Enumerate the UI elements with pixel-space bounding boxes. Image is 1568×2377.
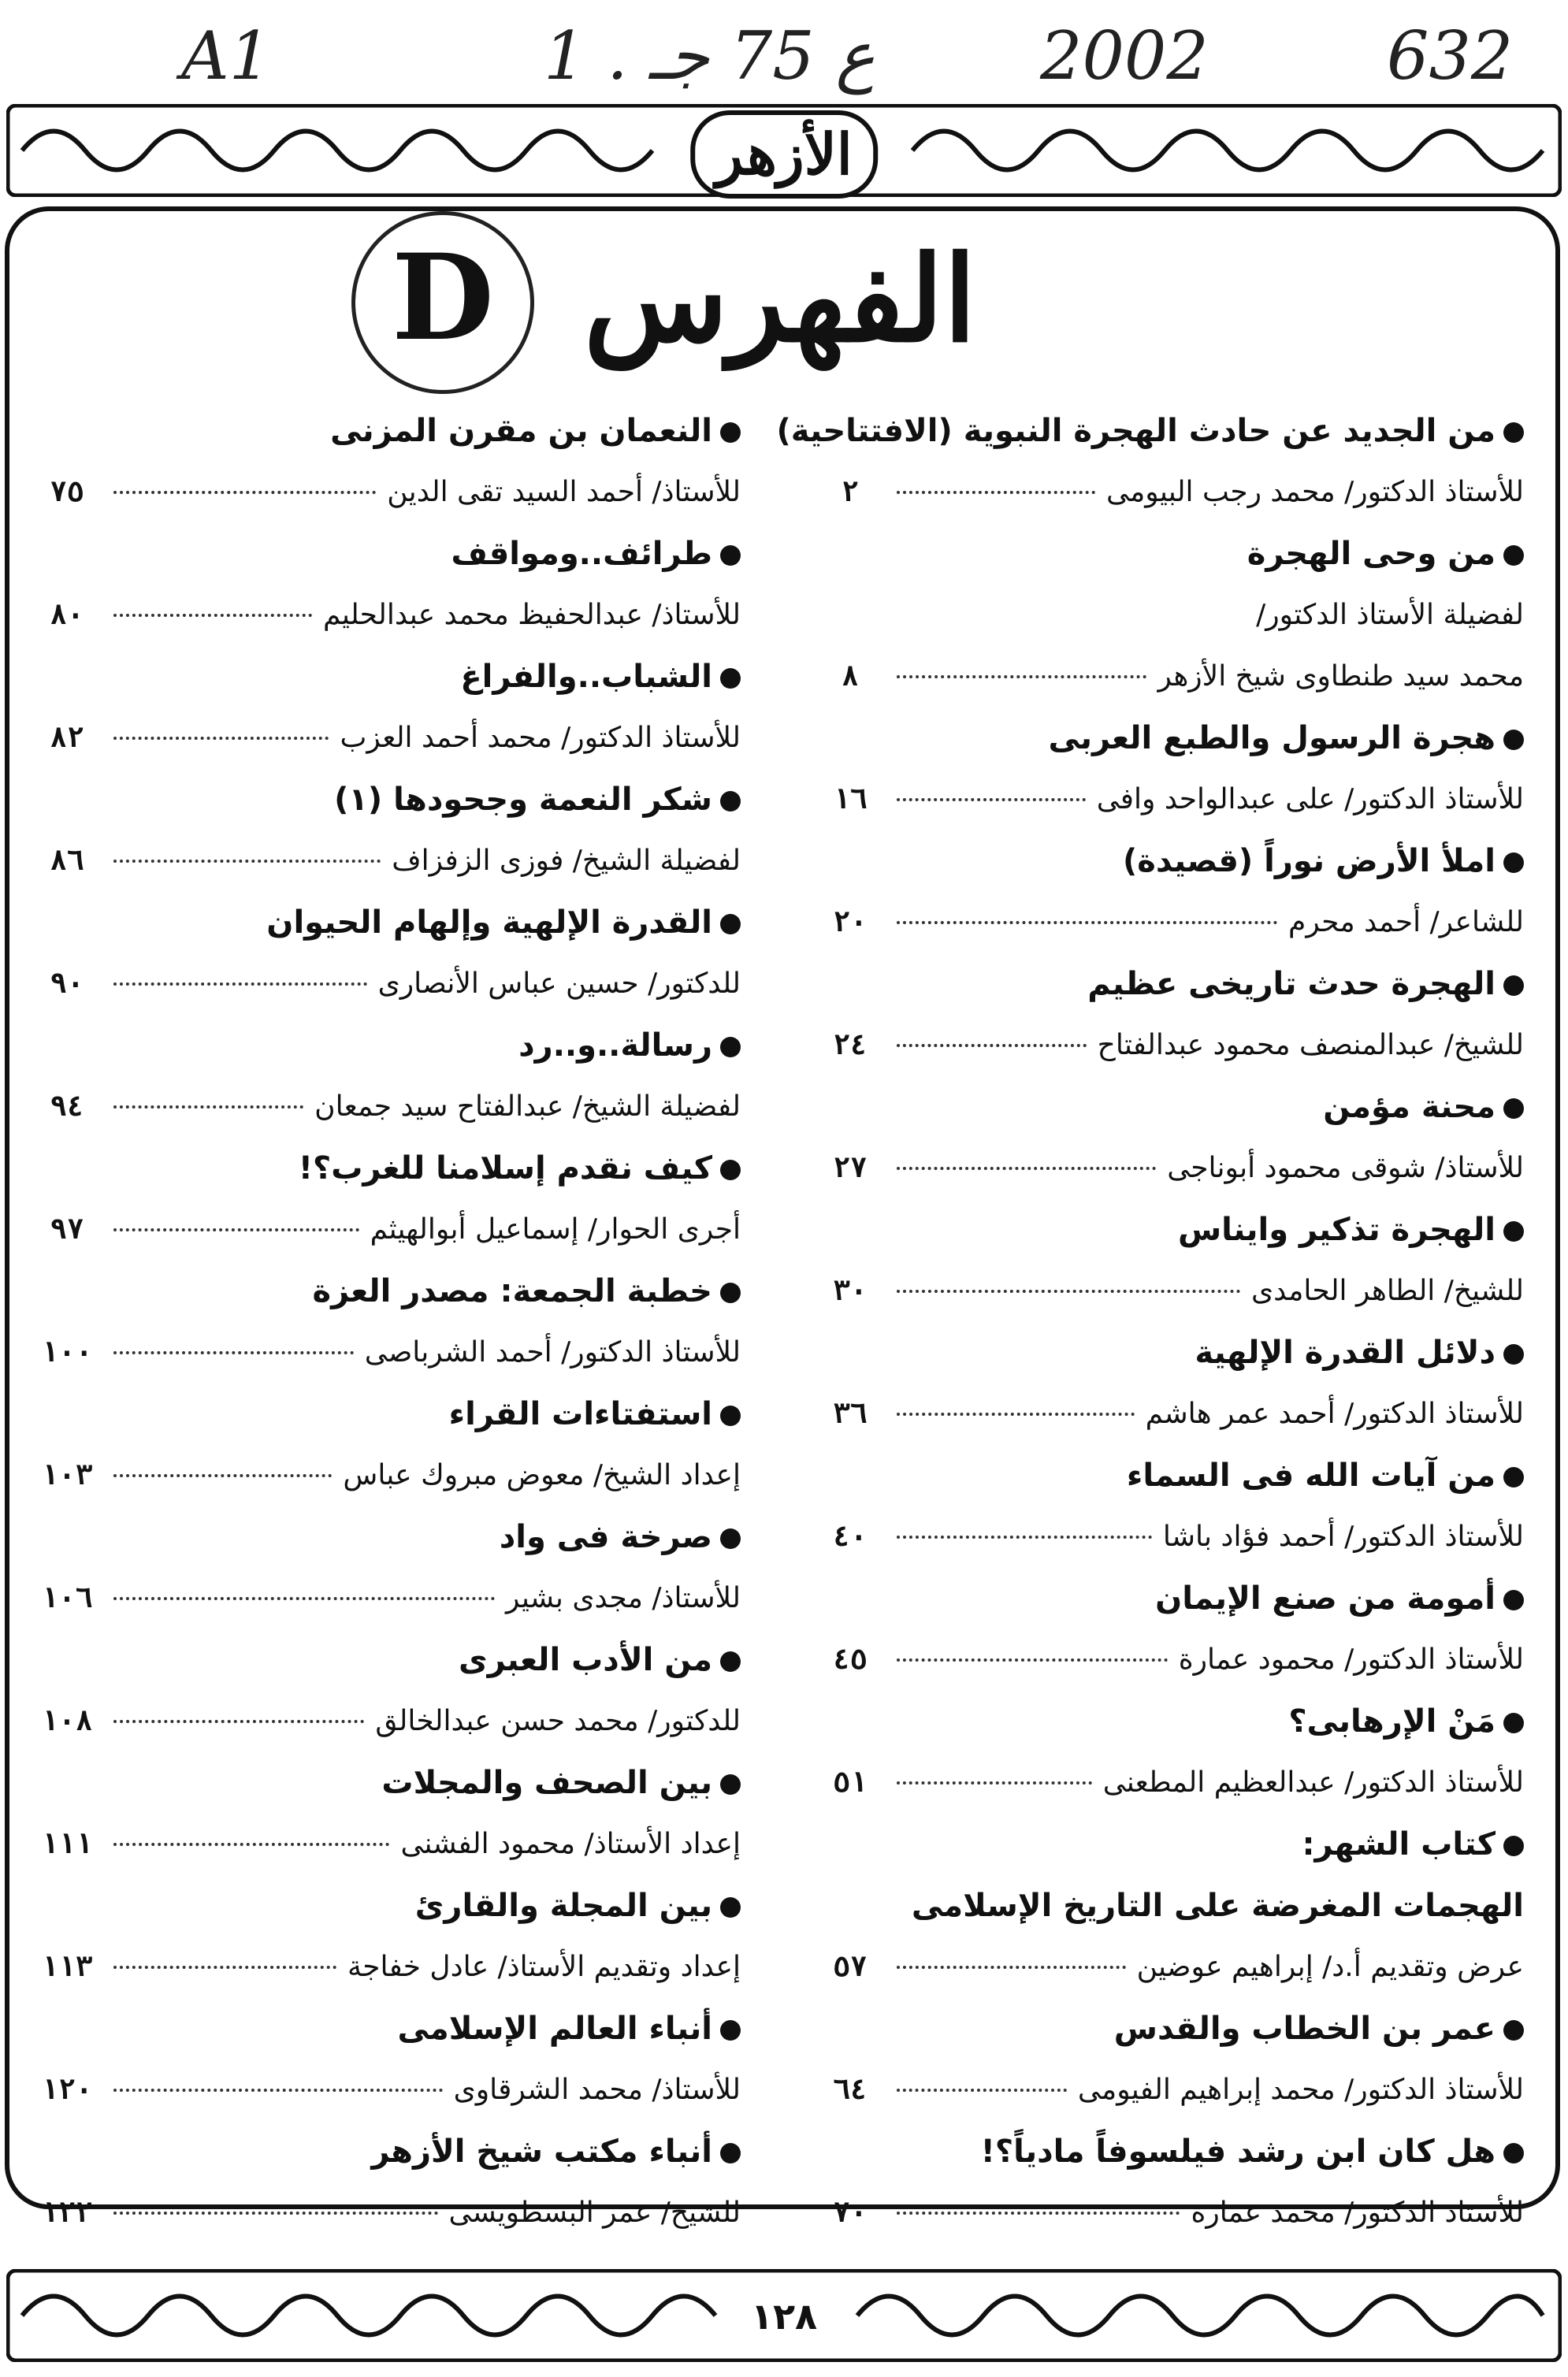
toc-entry-author-line (815, 1506, 1524, 1568)
toc-entry-page: ٣٠ (833, 1275, 868, 1307)
toc-entry-author: إعداد الشيخ/ معوض مبروك عباس (343, 1459, 741, 1491)
toc-entry-title (32, 2121, 741, 2182)
leader-dots (897, 1536, 1152, 1539)
toc-entry-author: للأستاذ الدكتور/ محمد عمارة (1191, 2197, 1524, 2229)
toc-right-column (776, 400, 1524, 2244)
bullet-icon (720, 791, 741, 812)
toc-entry-author: للشيخ/ عبدالمنصف محمود عبدالفتاح (1097, 1029, 1524, 1061)
toc-entry-page: ٩٤ (50, 1090, 84, 1123)
bullet-icon (1503, 1344, 1524, 1365)
toc-entry-author-line (32, 2182, 741, 2244)
toc-entry-title-text: مَنْ الإرهابى؟ (1288, 1703, 1496, 1740)
toc-entry-author-line (32, 953, 741, 1015)
toc-entry-title-text: دلائل القدرة الإلهية (1195, 1335, 1496, 1371)
toc-entry-author: للشيخ/ الطاهر الحامدى (1251, 1275, 1524, 1307)
toc-entry-page: ١٠٨ (41, 1705, 93, 1737)
handwritten-ref-1: A1 (181, 17, 272, 95)
toc-entry-author: للدكتور/ حسين عباس الأنصارى (377, 968, 741, 1000)
bullet-icon (720, 1037, 741, 1057)
toc-entry-title (815, 708, 1524, 769)
toc-entry-title (815, 1568, 1524, 1629)
bullet-icon (1503, 1221, 1524, 1242)
handwritten-notes (0, 17, 1568, 104)
toc-entry-title (32, 1015, 741, 1076)
toc-entry-title-text: خطبة الجمعة: مصدر العزة (312, 1273, 712, 1309)
toc-entry-author-line (32, 1691, 741, 1752)
toc-entry-title-text: استفتاءات القراء (448, 1396, 712, 1432)
toc-entry-title-text: الهجرة حدث تاريخى عظيم (1087, 966, 1496, 1002)
toc-entry-author: للأستاذ الدكتور/ أحمد فؤاد باشا (1162, 1521, 1524, 1553)
leader-dots (113, 1351, 354, 1354)
toc-entry-page: ١١٣ (41, 1951, 93, 1983)
bullet-icon (1503, 2143, 1524, 2163)
toc-entry-title-text: رسالة..و..رد (518, 1027, 712, 1064)
toc-entry-page: ٩٠ (50, 968, 84, 1000)
toc-entry-author-line (32, 1076, 741, 1138)
toc-entry-title-text: هجرة الرسول والطبع العربى (1048, 720, 1496, 756)
leader-dots (897, 1781, 1092, 1785)
toc-entry-author-line (815, 1015, 1524, 1076)
toc-entry-title (815, 1445, 1524, 1506)
toc-entry-author: عرض وتقديم أ.د/ إبراهيم عوضين (1136, 1951, 1524, 1983)
toc-entry-title (32, 1998, 741, 2059)
toc-entry-title (32, 1752, 741, 1814)
toc-entry-author-line (815, 892, 1524, 953)
toc-entry-author-line (32, 1199, 741, 1261)
leader-dots (113, 1597, 495, 1600)
toc-entry-title (32, 1261, 741, 1322)
page-title: الفهرس (583, 230, 977, 369)
toc-entry-author: للشاعر/ أحمد محرم (1288, 906, 1524, 938)
toc-entry-author: لفضيلة الشيخ/ فوزى الزفزاف (392, 845, 741, 877)
toc-entry-title (815, 830, 1524, 892)
toc-entry-title (32, 523, 741, 585)
toc-entry-author: لفضيلة الشيخ/ عبدالفتاح سيد جمعان (314, 1090, 741, 1123)
leader-dots (113, 860, 381, 863)
toc-entry-title (32, 1506, 741, 1568)
toc-entry-title-text: صرخة فى واد (499, 1519, 712, 1555)
leader-dots (897, 1290, 1240, 1293)
toc-entry-author-line (32, 1322, 741, 1383)
bullet-icon (720, 2020, 741, 2041)
leader-dots (897, 1167, 1156, 1170)
toc-entry-page: ٨٦ (50, 845, 84, 877)
leader-dots (897, 675, 1146, 678)
toc-entry-title (815, 1875, 1524, 1937)
toc-entry-page: ٢٤ (833, 1029, 868, 1061)
toc-entry-page: ٥١ (833, 1766, 868, 1799)
toc-entry-page: ٦٤ (833, 2074, 868, 2106)
toc-entry-author: إعداد الأستاذ/ محمود الفشنى (400, 1828, 741, 1860)
toc-entry-title-text: كيف نقدم إسلامنا للغرب؟! (298, 1150, 712, 1187)
leader-dots (113, 1474, 332, 1477)
toc-entry-author: للأستاذ الدكتور/ أحمد عمر هاشم (1145, 1398, 1524, 1430)
toc-entry-title-text: عمر بن الخطاب والقدس (1113, 2011, 1496, 2047)
bullet-icon (720, 1406, 741, 1426)
bullet-icon (720, 422, 741, 443)
bullet-icon (720, 1774, 741, 1795)
bullet-icon (1503, 975, 1524, 996)
bullet-icon (1503, 1713, 1524, 1733)
toc-entry-title-text: القدرة الإلهية وإلهام الحيوان (266, 904, 712, 941)
toc-entry-author: للأستاذ/ محمد الشرقاوى (453, 2074, 741, 2106)
leader-dots (113, 2212, 438, 2215)
leader-dots (113, 982, 367, 986)
bullet-icon (1503, 2020, 1524, 2041)
toc-entry-title-text: من وحى الهجرة (1247, 536, 1496, 572)
toc-entry-author: للأستاذ/ مجدى بشير (506, 1582, 741, 1614)
page-number: ١٢٨ (732, 2285, 836, 2348)
toc-entry-title-text: من الأدب العبرى (458, 1642, 712, 1678)
toc-entry-author-line (32, 585, 741, 646)
toc-entry-title (815, 523, 1524, 585)
leader-dots (113, 1966, 336, 1969)
banner-title: الأزهر (690, 110, 878, 199)
toc-entry-page: ٤٥ (833, 1643, 868, 1676)
leader-dots (897, 798, 1086, 801)
toc-entry-author: للأستاذ/ عبدالحفيظ محمد عبدالحليم (322, 599, 741, 631)
toc-entry-title (815, 1814, 1524, 1875)
toc-entry-page: ١٢٠ (41, 2074, 93, 2106)
toc-entry-title-text: طرائف..ومواقف (451, 536, 712, 572)
bullet-icon (720, 668, 741, 689)
toc-entry-title (32, 892, 741, 953)
toc-entry-title (32, 646, 741, 708)
toc-entry-page: ١٦ (833, 783, 868, 815)
toc-left-column (32, 400, 741, 2244)
leader-dots (113, 2089, 443, 2092)
toc-entry-author-line (815, 1937, 1524, 1998)
leader-dots (897, 1658, 1168, 1662)
leader-dots (897, 2212, 1180, 2215)
toc-entry-title-text: من آيات الله فى السماء (1126, 1458, 1496, 1494)
toc-entry-author-line (32, 830, 741, 892)
toc-entry-author: للشيخ/ عمر البسطويسى (448, 2197, 741, 2229)
leader-dots (897, 1044, 1087, 1047)
toc-entry-title (815, 1998, 1524, 2059)
toc-entry-title (32, 1629, 741, 1691)
toc-entry-page: ٣٦ (833, 1398, 868, 1430)
toc-entry-author: للأستاذ الدكتور/ محمد أحمد العزب (340, 722, 741, 754)
bullet-icon (720, 2143, 741, 2163)
toc-entry-author: للأستاذ/ أحمد السيد تقى الدين (387, 476, 741, 508)
toc-entry-page: ٧٥ (50, 476, 84, 508)
toc-entry-title-text: أنباء العالم الإسلامى (397, 2011, 712, 2047)
leader-dots (113, 1105, 303, 1109)
toc-entry-author: للأستاذ الدكتور/ على عبدالواحد وافى (1096, 783, 1524, 815)
toc-entry-title (32, 1138, 741, 1199)
toc-entry-title (815, 1691, 1524, 1752)
toc-entry-page: ١٠٠ (41, 1336, 93, 1369)
toc-entry-title (815, 953, 1524, 1015)
leader-dots (113, 737, 329, 740)
toc-entry-title-text: بين المجلة والقارئ (414, 1888, 712, 1924)
toc-entry-page: ١٢٢ (41, 2197, 93, 2229)
bullet-icon (1503, 1590, 1524, 1610)
top-ornament-band (6, 104, 1562, 197)
stamp-letter: D (391, 228, 495, 367)
bullet-icon (720, 1897, 741, 1918)
bullet-icon (1503, 1467, 1524, 1487)
leader-dots (897, 921, 1277, 924)
toc-entry-author-line (32, 462, 741, 523)
toc-entry-page: ١١١ (41, 1828, 93, 1860)
toc-entry-author: للأستاذ/ شوقى محمود أبوناجى (1167, 1152, 1524, 1184)
toc-entry-author: للأستاذ الدكتور/ محمود عمارة (1178, 1643, 1524, 1676)
toc-entry-author-line (815, 1752, 1524, 1814)
toc-entry-title-text: أمومة من صنع الإيمان (1155, 1580, 1496, 1617)
toc-entry-author: للأستاذ الدكتور/ عبدالعظيم المطعنى (1102, 1766, 1524, 1799)
bullet-icon (720, 1283, 741, 1303)
toc-entry-author-line (815, 2182, 1524, 2244)
leader-dots (113, 614, 312, 617)
handwritten-ref-4: 632 (1387, 17, 1514, 95)
toc-entry-author-line (815, 1629, 1524, 1691)
toc-entry-title (32, 1875, 741, 1937)
bullet-icon (1503, 422, 1524, 443)
toc-entry-author: للأستاذ الدكتور/ أحمد الشرباصى (364, 1336, 741, 1369)
toc-entry-title-text: الهجرة تذكير وايناس (1177, 1212, 1496, 1248)
toc-entry-title (815, 1199, 1524, 1261)
toc-entry-author-line (32, 1937, 741, 1998)
toc-entry-page: ٧٠ (833, 2197, 868, 2229)
bullet-icon (720, 545, 741, 566)
toc-entry-title-text: بين الصحف والمجلات (381, 1765, 712, 1801)
toc-entry-page: ٨٠ (50, 599, 84, 631)
toc-entry-title (776, 400, 1524, 462)
toc-entry-author-line (32, 708, 741, 769)
toc-entry-author-line (815, 462, 1524, 523)
toc-entry-page: ٤٠ (833, 1521, 868, 1553)
bullet-icon (720, 1528, 741, 1549)
toc-entry-title-text: أنباء مكتب شيخ الأزهر (371, 2134, 712, 2170)
toc-entry-author-line (815, 769, 1524, 830)
bullet-icon (1503, 1098, 1524, 1119)
leader-dots (897, 2089, 1067, 2092)
leader-dots (897, 1413, 1135, 1416)
toc-entry-page: ٢٠ (833, 906, 868, 938)
toc-entry-page: ١٠٣ (41, 1459, 93, 1491)
toc-entry-page: ٢ (842, 476, 859, 508)
toc-entry-author-line (815, 1383, 1524, 1445)
toc-entry-title (32, 400, 741, 462)
toc-entry-author-line (32, 2059, 741, 2121)
toc-entry-page: ٢٧ (833, 1152, 868, 1184)
toc-entry-title-text: شكر النعمة وجحودها (١) (334, 782, 712, 818)
toc-entry-author-line (32, 1814, 741, 1875)
toc-entry-author: لفضيلة الأستاذ الدكتور/ (1256, 599, 1524, 631)
toc-entry-author-line (815, 1261, 1524, 1322)
toc-entry-author: للأستاذ الدكتور/ محمد إبراهيم الفيومى (1077, 2074, 1524, 2106)
toc-entry-title-text: من الجديد عن حادث الهجرة النبوية (الافتتاحية) (776, 413, 1496, 449)
library-stamp (351, 211, 534, 394)
bullet-icon (1503, 1836, 1524, 1856)
leader-dots (897, 491, 1095, 494)
toc-entry-author-line (815, 585, 1524, 646)
toc-entry-author: للأستاذ الدكتور/ محمد رجب البيومى (1105, 476, 1524, 508)
toc-entry-title (32, 769, 741, 830)
leader-dots (113, 1228, 359, 1231)
toc-entry-title-text: النعمان بن مقرن المزنى (330, 413, 712, 449)
bullet-icon (720, 1160, 741, 1180)
toc-entry-title-text: محنة مؤمن (1323, 1089, 1496, 1125)
leader-dots (113, 1843, 389, 1846)
bullet-icon (720, 914, 741, 934)
toc-entry-author-line (815, 646, 1524, 708)
bullet-icon (1503, 852, 1524, 873)
toc-entry-author: للدكتور/ محمد حسن عبدالخالق (375, 1705, 741, 1737)
toc-entry-page: ١٠٦ (41, 1582, 93, 1614)
leader-dots (897, 1966, 1126, 1969)
toc-entry-author-line (815, 2059, 1524, 2121)
toc-entry-page: ٥٧ (833, 1951, 868, 1983)
toc-entry-page: ٨ (842, 660, 859, 693)
toc-entry-title-text: الهجمات المغرضة على التاريخ الإسلامى (911, 1888, 1524, 1924)
toc-entry-title (32, 1383, 741, 1445)
handwritten-ref-2: 1 . ع 75 جـ (544, 17, 875, 95)
leader-dots (113, 491, 376, 494)
toc-entry-author-line (32, 1568, 741, 1629)
toc-entry-author: محمد سيد طنطاوى شيخ الأزهر (1157, 660, 1524, 693)
toc-entry-title-text: هل كان ابن رشد فيلسوفاً مادياً؟! (980, 2134, 1496, 2170)
toc-entry-title-text: املأ الأرض نوراً (قصيدة) (1122, 843, 1496, 879)
bullet-icon (1503, 730, 1524, 750)
toc-entry-author-line (815, 1138, 1524, 1199)
handwritten-ref-3: 2002 (1040, 17, 1209, 95)
bullet-icon (1503, 545, 1524, 566)
toc-entry-author: إعداد وتقديم الأستاذ/ عادل خفاجة (347, 1951, 741, 1983)
toc-entry-title-text: الشباب..والفراغ (460, 659, 712, 695)
toc-entry-title (815, 1076, 1524, 1138)
toc-entry-author: أجرى الحوار/ إسماعيل أبوالهيثم (370, 1213, 741, 1246)
toc-entry-title-text: كتاب الشهر: (1302, 1826, 1496, 1863)
toc-entry-page: ٩٧ (50, 1213, 84, 1246)
toc-entry-author-line (32, 1445, 741, 1506)
bullet-icon (720, 1651, 741, 1672)
leader-dots (113, 1720, 364, 1723)
toc-entry-page: ٨٢ (50, 722, 84, 754)
toc-entry-title (815, 2121, 1524, 2182)
toc-entry-title (815, 1322, 1524, 1383)
